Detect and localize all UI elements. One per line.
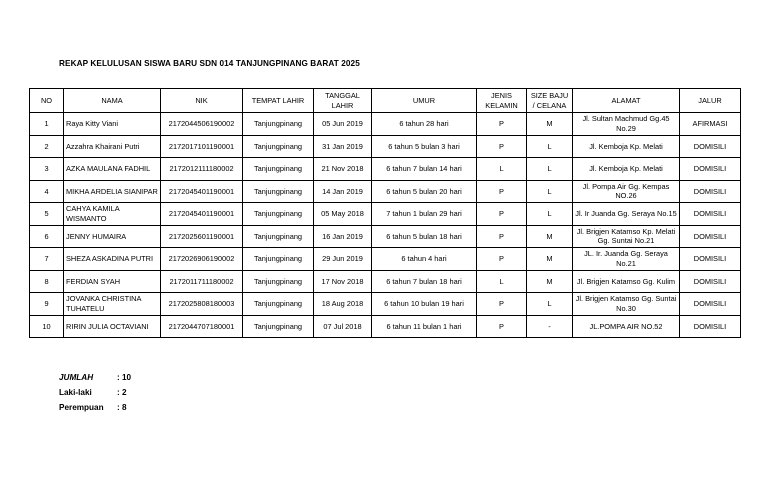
- cell-umur: 6 tahun 28 hari: [372, 113, 477, 136]
- cell-tanggal-lahir: 18 Aug 2018: [314, 293, 372, 316]
- cell-tanggal-lahir: 07 Jul 2018: [314, 315, 372, 338]
- cell-nik: 2172017101190001: [161, 135, 243, 158]
- table-row: [30, 113, 741, 136]
- cell-umur: 7 tahun 1 bulan 29 hari: [372, 203, 477, 226]
- table-row: [30, 248, 741, 271]
- cell-nama: JENNY HUMAIRA: [64, 225, 161, 248]
- cell-tanggal-lahir: 29 Jun 2019: [314, 248, 372, 271]
- cell-nama: AZKA MAULANA FADHIL: [64, 158, 161, 181]
- cell-jalur: DOMISILI: [680, 225, 741, 248]
- cell-size: M: [527, 225, 573, 248]
- cell-nama: CAHYA KAMILA WISMANTO: [64, 203, 161, 226]
- cell-alamat: Jl. Ir Juanda Gg. Seraya No.15: [573, 203, 680, 226]
- cell-jenis-kelamin: L: [477, 270, 527, 293]
- cell-tempat-lahir: Tanjungpinang: [243, 203, 314, 226]
- cell-nama: MIKHA ARDELIA SIANIPAR: [64, 180, 161, 203]
- cell-tempat-lahir: Tanjungpinang: [243, 180, 314, 203]
- cell-jenis-kelamin: P: [477, 293, 527, 316]
- cell-tanggal-lahir: 05 May 2018: [314, 203, 372, 226]
- cell-nik: 2172025601190001: [161, 225, 243, 248]
- header-jenis-kelamin: JENIS KELAMIN: [477, 89, 527, 113]
- cell-tempat-lahir: Tanjungpinang: [243, 135, 314, 158]
- cell-umur: 6 tahun 7 bulan 14 hari: [372, 158, 477, 181]
- cell-jenis-kelamin: P: [477, 180, 527, 203]
- cell-size: L: [527, 158, 573, 181]
- cell-alamat: Jl. Brigjen Katamso Kp. Melati Gg. Suntai No.21: [573, 225, 680, 248]
- cell-jalur: DOMISILI: [680, 293, 741, 316]
- cell-nik: 2172045401190001: [161, 180, 243, 203]
- summary-perempuan-label: Perempuan: [59, 403, 104, 412]
- cell-alamat: JL.POMPA AIR NO.52: [573, 315, 680, 338]
- cell-no: 10: [30, 315, 64, 338]
- cell-jenis-kelamin: P: [477, 248, 527, 271]
- header-umur: UMUR: [372, 89, 477, 113]
- cell-alamat: Jl. Kemboja Kp. Melati: [573, 158, 680, 181]
- cell-jenis-kelamin: P: [477, 113, 527, 136]
- cell-size: M: [527, 113, 573, 136]
- cell-tempat-lahir: Tanjungpinang: [243, 158, 314, 181]
- cell-no: 7: [30, 248, 64, 271]
- header-no: NO: [30, 89, 64, 113]
- cell-jalur: DOMISILI: [680, 315, 741, 338]
- cell-no: 2: [30, 135, 64, 158]
- cell-jalur: DOMISILI: [680, 203, 741, 226]
- rekap-table: [29, 88, 741, 338]
- cell-tempat-lahir: Tanjungpinang: [243, 113, 314, 136]
- cell-jalur: DOMISILI: [680, 135, 741, 158]
- cell-tanggal-lahir: 31 Jan 2019: [314, 135, 372, 158]
- cell-nama: Raya Kitty Viani: [64, 113, 161, 136]
- cell-size: L: [527, 135, 573, 158]
- cell-nama: FERDIAN SYAH: [64, 270, 161, 293]
- cell-tempat-lahir: Tanjungpinang: [243, 293, 314, 316]
- table-row: [30, 270, 741, 293]
- summary-jumlah-value: : 10: [117, 373, 132, 382]
- table-row: [30, 315, 741, 338]
- cell-nik: 2172012111180002: [161, 158, 243, 181]
- cell-jalur: DOMISILI: [680, 248, 741, 271]
- cell-jenis-kelamin: P: [477, 135, 527, 158]
- cell-nik: 2172011711180002: [161, 270, 243, 293]
- cell-nik: 2172044506190002: [161, 113, 243, 136]
- table-header-row: [30, 89, 741, 113]
- cell-size: M: [527, 248, 573, 271]
- cell-alamat: Jl. Brigjen Katamso Gg. Suntai No.30: [573, 293, 680, 316]
- cell-alamat: Jl. Pompa Air Gg. Kempas NO.26: [573, 180, 680, 203]
- header-nama: NAMA: [64, 89, 161, 113]
- summary-laki-laki: [59, 385, 131, 400]
- cell-umur: 6 tahun 5 bulan 18 hari: [372, 225, 477, 248]
- cell-umur: 6 tahun 7 bulan 18 hari: [372, 270, 477, 293]
- cell-jalur: AFIRMASI: [680, 113, 741, 136]
- summary-laki-label: Laki-laki: [59, 388, 92, 397]
- cell-jalur: DOMISILI: [680, 270, 741, 293]
- header-nik: NIK: [161, 89, 243, 113]
- summary-perempuan-value: : 8: [117, 403, 127, 412]
- cell-no: 4: [30, 180, 64, 203]
- cell-jenis-kelamin: L: [477, 158, 527, 181]
- cell-nik: 2172044707180001: [161, 315, 243, 338]
- header-jalur: JALUR: [680, 89, 741, 113]
- table-row: [30, 158, 741, 181]
- cell-tanggal-lahir: 14 Jan 2019: [314, 180, 372, 203]
- cell-tempat-lahir: Tanjungpinang: [243, 270, 314, 293]
- cell-jalur: DOMISILI: [680, 180, 741, 203]
- cell-nik: 2172045401190001: [161, 203, 243, 226]
- cell-alamat: Jl. Brigjen Katamso Gg. Kulim: [573, 270, 680, 293]
- cell-nama: RIRIN JULIA OCTAVIANI: [64, 315, 161, 338]
- cell-umur: 6 tahun 4 hari: [372, 248, 477, 271]
- cell-nama: Azzahra Khairani Putri: [64, 135, 161, 158]
- cell-size: M: [527, 270, 573, 293]
- cell-umur: 6 tahun 11 bulan 1 hari: [372, 315, 477, 338]
- cell-no: 8: [30, 270, 64, 293]
- cell-umur: 6 tahun 5 bulan 20 hari: [372, 180, 477, 203]
- cell-alamat: Jl. Sultan Machmud Gg.45 No.29: [573, 113, 680, 136]
- cell-tempat-lahir: Tanjungpinang: [243, 225, 314, 248]
- summary-block: [59, 370, 131, 415]
- cell-alamat: JL. Ir. Juanda Gg. Seraya No.21: [573, 248, 680, 271]
- cell-jenis-kelamin: P: [477, 225, 527, 248]
- cell-tanggal-lahir: 21 Nov 2018: [314, 158, 372, 181]
- cell-nik: 2172026906190002: [161, 248, 243, 271]
- cell-jalur: DOMISILI: [680, 158, 741, 181]
- cell-tanggal-lahir: 16 Jan 2019: [314, 225, 372, 248]
- header-tanggal-lahir: TANGGAL LAHIR: [314, 89, 372, 113]
- cell-jenis-kelamin: P: [477, 315, 527, 338]
- cell-size: L: [527, 180, 573, 203]
- header-size-baju: SIZE BAJU / CELANA: [527, 89, 573, 113]
- cell-no: 5: [30, 203, 64, 226]
- summary-laki-value: : 2: [117, 388, 127, 397]
- cell-no: 9: [30, 293, 64, 316]
- cell-no: 6: [30, 225, 64, 248]
- cell-jenis-kelamin: P: [477, 203, 527, 226]
- cell-size: L: [527, 203, 573, 226]
- table-row: [30, 225, 741, 248]
- table-row: [30, 135, 741, 158]
- cell-umur: 6 tahun 10 bulan 19 hari: [372, 293, 477, 316]
- cell-alamat: Jl. Kemboja Kp. Melati: [573, 135, 680, 158]
- cell-tempat-lahir: Tanjungpinang: [243, 315, 314, 338]
- cell-nama: SHEZA ASKADINA PUTRI: [64, 248, 161, 271]
- cell-size: L: [527, 293, 573, 316]
- cell-tempat-lahir: Tanjungpinang: [243, 248, 314, 271]
- summary-jumlah-label: JUMLAH: [59, 373, 94, 382]
- document-title: REKAP KELULUSAN SISWA BARU SDN 014 TANJUNGPINANG BARAT 2025: [59, 59, 360, 68]
- table-row: [30, 293, 741, 316]
- summary-perempuan: [59, 400, 131, 415]
- header-alamat: ALAMAT: [573, 89, 680, 113]
- cell-umur: 6 tahun 5 bulan 3 hari: [372, 135, 477, 158]
- cell-size: -: [527, 315, 573, 338]
- header-tempat-lahir: TEMPAT LAHIR: [243, 89, 314, 113]
- cell-tanggal-lahir: 17 Nov 2018: [314, 270, 372, 293]
- cell-no: 3: [30, 158, 64, 181]
- table-row: [30, 203, 741, 226]
- cell-tanggal-lahir: 05 Jun 2019: [314, 113, 372, 136]
- summary-jumlah: [59, 370, 131, 385]
- cell-nik: 2172025808180003: [161, 293, 243, 316]
- table-row: [30, 180, 741, 203]
- cell-nama: JOVANKA CHRISTINA TUHATELU: [64, 293, 161, 316]
- cell-no: 1: [30, 113, 64, 136]
